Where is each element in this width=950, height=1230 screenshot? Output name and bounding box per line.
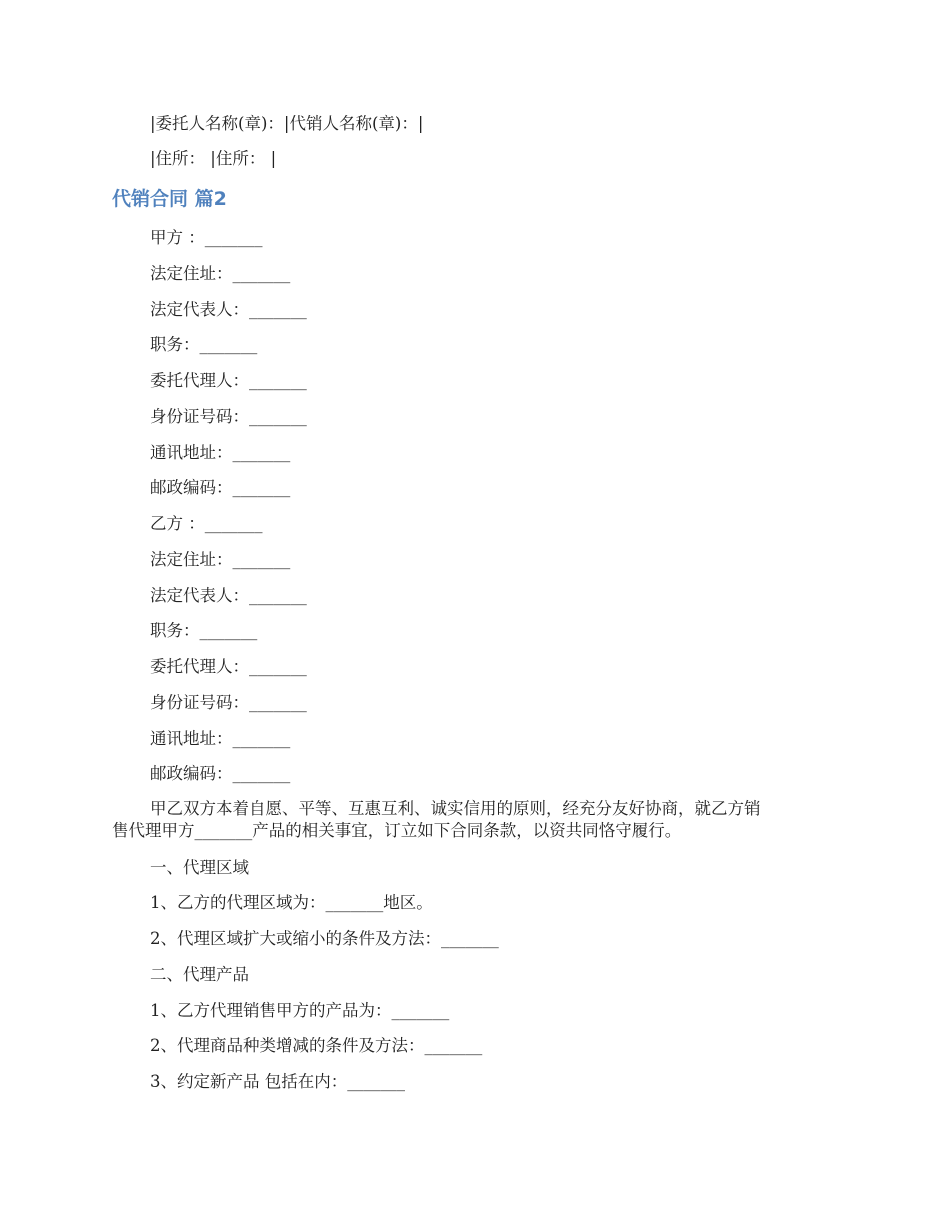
intro-paragraph-line-2: 售代理甲方_______产品的相关事宜，订立如下合同条款，以资共同恪守履行。 <box>112 821 682 840</box>
section-heading: 代销合同 篇2 <box>112 188 227 210</box>
intro-paragraph <box>112 798 842 842</box>
party-b-mailing-address: 通讯地址：_______ <box>150 729 291 748</box>
party-b-legal-address: 法定住址：_______ <box>150 550 291 569</box>
party-b-id-number: 身份证号码：_______ <box>150 693 307 712</box>
party-a-authorized-agent: 委托代理人：_______ <box>150 371 307 390</box>
clause-products-item-3: 3、约定新产品 包括在内：_______ <box>150 1072 405 1091</box>
party-a-postal-code: 邮政编码：_______ <box>150 478 291 497</box>
clause-region-item-2: 2、代理区域扩大或缩小的条件及方法：_______ <box>150 929 499 948</box>
party-a-name: 甲方 ：_______ <box>150 228 263 247</box>
party-a-legal-address: 法定住址：_______ <box>150 264 291 283</box>
party-b-legal-representative: 法定代表人：_______ <box>150 586 307 605</box>
clause-heading-agency-products: 二、代理产品 <box>150 965 249 984</box>
party-a-position: 职务：_______ <box>150 335 258 354</box>
intro-paragraph-line-1: 甲乙双方本着自愿、平等、互惠互利、诚实信用的原则，经充分友好协商，就乙方销 <box>150 799 761 818</box>
party-a-legal-representative: 法定代表人：_______ <box>150 300 307 319</box>
clause-region-item-1: 1、乙方的代理区域为：_______地区。 <box>150 893 433 912</box>
party-b-postal-code: 邮政编码：_______ <box>150 764 291 783</box>
signature-row-principal-agent: |委托人名称(章)：|代销人名称(章)：| <box>150 114 424 133</box>
party-a-mailing-address: 通讯地址：_______ <box>150 443 291 462</box>
party-b-position: 职务：_______ <box>150 621 258 640</box>
clause-products-item-2: 2、代理商品种类增减的条件及方法：_______ <box>150 1036 483 1055</box>
party-b-name: 乙方 ：_______ <box>150 514 263 533</box>
clause-products-item-1: 1、乙方代理销售甲方的产品为：_______ <box>150 1001 450 1020</box>
party-a-id-number: 身份证号码：_______ <box>150 407 307 426</box>
clause-heading-agency-region: 一、代理区域 <box>150 858 249 877</box>
signature-row-address: |住所： |住所： | <box>150 149 277 168</box>
party-b-authorized-agent: 委托代理人：_______ <box>150 657 307 676</box>
